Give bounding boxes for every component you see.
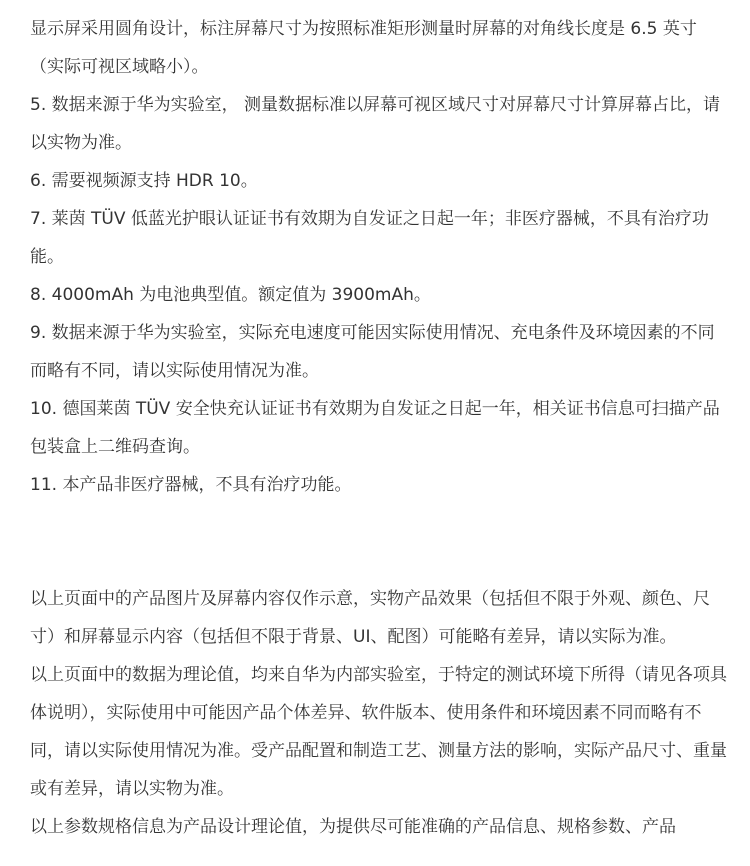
note-9-charging-speed: 9. 数据来源于华为实验室，实际充电速度可能因实际使用情况、充电条件及环境因素的不同而略有不同，请以实际使用情况为准。 <box>30 323 715 381</box>
product-notes-document <box>30 10 730 846</box>
section-gap <box>30 504 730 580</box>
disclaimer-specs: 以上参数规格信息为产品设计理论值，为提供尽可能准确的产品信息、规格参数、产品 <box>30 817 676 837</box>
note-7-tuv-low-blue-light: 7. 莱茵 TÜV 低蓝光护眼认证证书有效期为自发证之日起一年；非医疗器械，不具有治疗功能。 <box>30 209 709 267</box>
disclaimer-data: 以上页面中的数据为理论值，均来自华为内部实验室，于特定的测试环境下所得（请见各项具体说明），实际使用中可能因产品个体差异、软件版本、使用条件和环境因素不同而略有不同，请以实际使用情况为准。受产品配置和制造工艺、测量方法的影响，实际产品尺寸、重量或有差异，请以实物为准。 <box>30 665 727 799</box>
note-6-hdr: 6. 需要视频源支持 HDR 10。 <box>30 171 258 191</box>
note-5-screen-ratio: 5. 数据来源于华为实验室， 测量数据标准以屏幕可视区域尺寸对屏幕尺寸计算屏幕占比，请以实物为准。 <box>30 95 721 153</box>
note-screen-size: 显示屏采用圆角设计，标注屏幕尺寸为按照标准矩形测量时屏幕的对角线长度是 6.5 英寸（实际可视区域略小）。 <box>30 19 697 77</box>
disclaimer-images: 以上页面中的产品图片及屏幕内容仅作示意，实物产品效果（包括但不限于外观、颜色、尺寸）和屏幕显示内容（包括但不限于背景、UI、配图）可能略有差异，请以实际为准。 <box>30 589 710 647</box>
note-10-tuv-fast-charge: 10. 德国莱茵 TÜV 安全快充认证证书有效期为自发证之日起一年，相关证书信息可扫描产品包装盒上二维码查询。 <box>30 399 720 457</box>
note-11-non-medical: 11. 本产品非医疗器械，不具有治疗功能。 <box>30 475 352 495</box>
note-8-battery: 8. 4000mAh 为电池典型值。额定值为 3900mAh。 <box>30 285 431 305</box>
